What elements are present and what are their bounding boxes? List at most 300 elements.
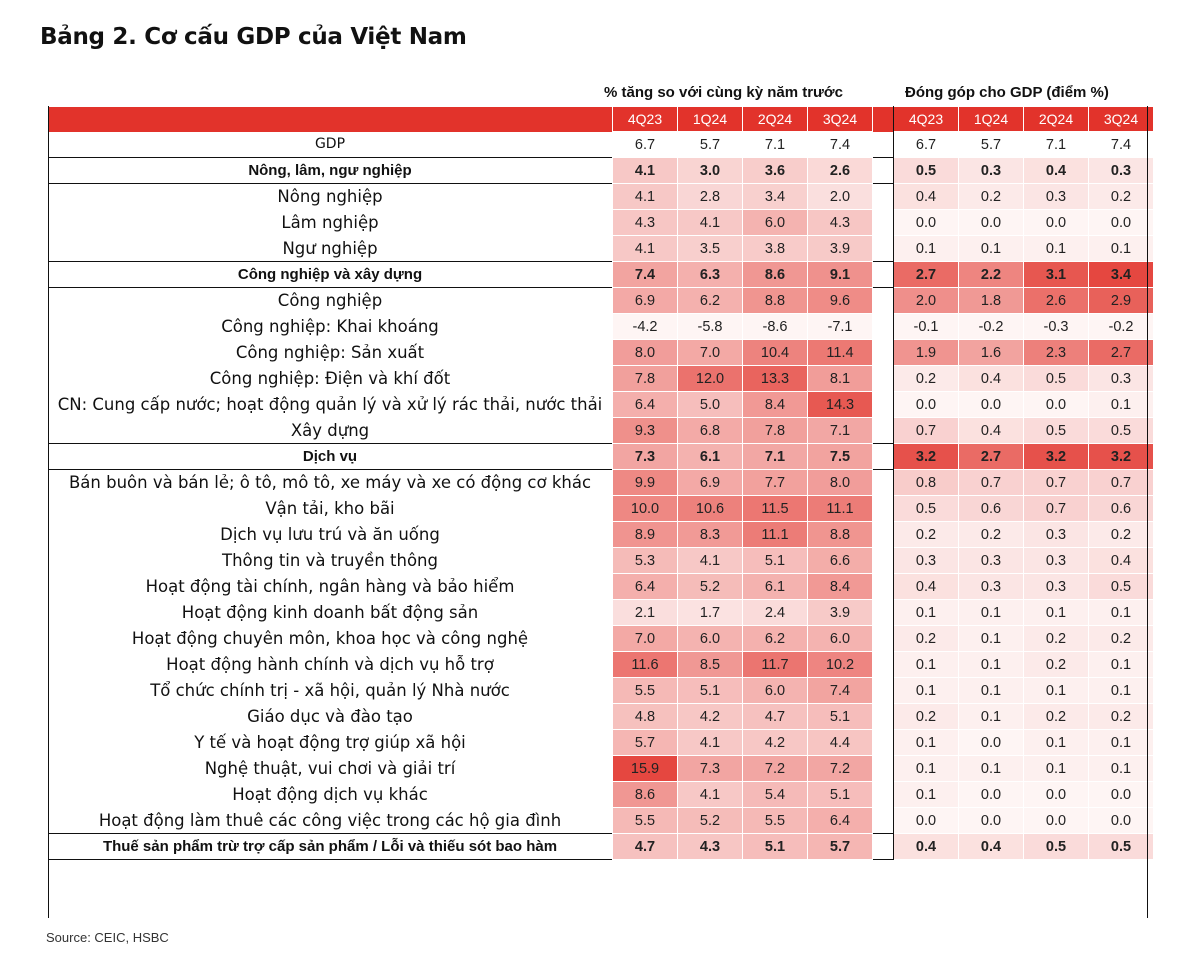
growth-cell: 5.7: [678, 132, 743, 158]
growth-cell: 15.9: [613, 756, 678, 782]
contribution-cell: 0.3: [1024, 184, 1089, 210]
contribution-cell: 0.8: [894, 470, 959, 496]
contribution-cell: 0.1: [1089, 730, 1154, 756]
header-gap: [873, 107, 894, 132]
growth-cell: 7.4: [613, 262, 678, 288]
table-row: [48, 782, 1154, 808]
contribution-cell: 0.1: [1024, 756, 1089, 782]
growth-cell: 11.4: [808, 340, 873, 366]
contribution-cell: 0.0: [894, 210, 959, 236]
contribution-cell: 0.0: [1089, 808, 1154, 834]
row-gap: [873, 782, 894, 808]
contribution-cell: 0.6: [959, 496, 1024, 522]
header-label-cell: [48, 107, 613, 132]
contribution-cell: 0.3: [959, 574, 1024, 600]
table-row: [48, 314, 1154, 340]
growth-cell: 5.1: [808, 704, 873, 730]
contribution-cell: -0.2: [959, 314, 1024, 340]
contribution-cell: 0.0: [959, 210, 1024, 236]
row-label: Hoạt động chuyên môn, khoa học và công nghệ: [131, 629, 529, 648]
contrib-quarter-header: 2Q24: [1024, 107, 1089, 132]
growth-cell: 8.6: [743, 262, 808, 288]
row-label: Lâm nghiệp: [281, 213, 379, 232]
contribution-cell: 0.2: [1024, 626, 1089, 652]
growth-cell: 3.4: [743, 184, 808, 210]
contribution-cell: 0.4: [1089, 548, 1154, 574]
contribution-cell: 1.9: [894, 340, 959, 366]
contribution-cell: 0.1: [959, 652, 1024, 678]
contribution-cell: 0.0: [894, 392, 959, 418]
table-row: [48, 548, 1154, 574]
contribution-cell: 0.1: [1024, 600, 1089, 626]
growth-cell: 7.4: [808, 678, 873, 704]
growth-cell: 4.8: [613, 704, 678, 730]
contribution-cell: 2.3: [1024, 340, 1089, 366]
contribution-cell: 0.0: [1089, 210, 1154, 236]
growth-cell: 5.5: [743, 808, 808, 834]
contrib-quarter-header: 3Q24: [1089, 107, 1154, 132]
table-row: [48, 470, 1154, 496]
contribution-cell: -0.2: [1089, 314, 1154, 340]
table-row: [48, 210, 1154, 236]
row-label: Thuế sản phẩm trừ trợ cấp sản phẩm / Lỗi và thiếu sót bao hàm: [102, 838, 558, 855]
contribution-cell: 0.5: [1024, 834, 1089, 860]
growth-cell: 11.1: [743, 522, 808, 548]
growth-cell: 3.8: [743, 236, 808, 262]
growth-cell: 5.2: [678, 808, 743, 834]
growth-cell: 11.1: [808, 496, 873, 522]
contribution-cell: 0.0: [1089, 782, 1154, 808]
growth-cell: 7.2: [808, 756, 873, 782]
contribution-cell: 0.4: [959, 834, 1024, 860]
contribution-cell: 0.5: [1024, 366, 1089, 392]
contribution-cell: 0.1: [1089, 392, 1154, 418]
row-label: Nghệ thuật, vui chơi và giải trí: [204, 759, 456, 778]
row-gap: [873, 288, 894, 314]
growth-cell: 3.9: [808, 236, 873, 262]
growth-cell: 14.3: [808, 392, 873, 418]
contribution-cell: 0.4: [1024, 158, 1089, 184]
growth-cell: 2.0: [808, 184, 873, 210]
row-label: Hoạt động tài chính, ngân hàng và bảo hiểm: [145, 577, 515, 596]
growth-cell: 8.4: [808, 574, 873, 600]
contribution-cell: 0.4: [959, 366, 1024, 392]
growth-cell: 2.8: [678, 184, 743, 210]
contribution-cell: 6.7: [894, 132, 959, 158]
table-row: [48, 340, 1154, 366]
growth-cell: 6.6: [808, 548, 873, 574]
contribution-cell: 0.5: [1089, 418, 1154, 444]
growth-cell: 6.0: [808, 626, 873, 652]
growth-cell: 4.4: [808, 730, 873, 756]
row-gap: [873, 262, 894, 288]
row-label: Nông nghiệp: [277, 187, 383, 207]
table-row: [48, 522, 1154, 548]
contribution-cell: 0.3: [894, 548, 959, 574]
contribution-cell: 0.1: [959, 704, 1024, 730]
growth-cell: 12.0: [678, 366, 743, 392]
contrib-quarter-header: 1Q24: [959, 107, 1024, 132]
contribution-cell: 0.4: [894, 574, 959, 600]
contribution-cell: 0.1: [1024, 236, 1089, 262]
growth-cell: 4.1: [678, 210, 743, 236]
row-label: Giáo dục và đào tạo: [247, 707, 413, 726]
table-row: [48, 834, 1154, 860]
contribution-cell: 0.2: [894, 626, 959, 652]
row-label: Nông, lâm, ngư nghiệp: [248, 162, 412, 179]
contribution-cell: 0.6: [1089, 496, 1154, 522]
row-gap: [873, 184, 894, 210]
row-gap: [873, 574, 894, 600]
growth-cell: 11.6: [613, 652, 678, 678]
growth-cell: 5.1: [743, 548, 808, 574]
row-gap: [873, 626, 894, 652]
contribution-cell: 2.2: [959, 262, 1024, 288]
contribution-cell: 0.5: [1089, 834, 1154, 860]
row-gap: [873, 756, 894, 782]
contribution-cell: 0.7: [894, 418, 959, 444]
contribution-cell: 3.2: [1089, 444, 1154, 470]
table-row: [48, 730, 1154, 756]
row-label: Ngư nghiệp: [282, 238, 378, 258]
contribution-cell: 0.3: [959, 158, 1024, 184]
contribution-cell: 0.2: [1089, 626, 1154, 652]
row-gap: [873, 132, 894, 158]
row-label: Công nghiệp: Khai khoáng: [221, 317, 439, 336]
contribution-cell: 0.2: [1089, 522, 1154, 548]
contribution-cell: 0.0: [1024, 808, 1089, 834]
growth-cell: 7.1: [808, 418, 873, 444]
contribution-cell: 2.6: [1024, 288, 1089, 314]
growth-cell: 4.7: [613, 834, 678, 860]
growth-cell: 7.3: [613, 444, 678, 470]
contribution-cell: 0.2: [959, 184, 1024, 210]
growth-cell: 3.0: [678, 158, 743, 184]
growth-quarter-header: 2Q24: [743, 107, 808, 132]
contribution-cell: 5.7: [959, 132, 1024, 158]
contribution-cell: 3.2: [894, 444, 959, 470]
growth-cell: 4.3: [613, 210, 678, 236]
row-gap: [873, 600, 894, 626]
contribution-cell: 7.1: [1024, 132, 1089, 158]
growth-cell: 6.1: [678, 444, 743, 470]
growth-cell: 2.6: [808, 158, 873, 184]
table-row: [48, 652, 1154, 678]
growth-cell: 4.1: [678, 730, 743, 756]
contribution-cell: 0.7: [959, 470, 1024, 496]
contribution-cell: 3.1: [1024, 262, 1089, 288]
contribution-cell: 0.7: [1024, 470, 1089, 496]
table-row: [48, 600, 1154, 626]
row-gap: [873, 210, 894, 236]
growth-cell: 5.7: [613, 730, 678, 756]
row-label: Dịch vụ: [302, 448, 358, 465]
growth-cell: 6.8: [678, 418, 743, 444]
row-label: Tổ chức chính trị - xã hội, quản lý Nhà nước: [150, 681, 510, 700]
growth-cell: -4.2: [613, 314, 678, 340]
table-row: [48, 392, 1154, 418]
growth-cell: 2.4: [743, 600, 808, 626]
growth-cell: 8.3: [678, 522, 743, 548]
growth-cell: 2.1: [613, 600, 678, 626]
row-gap: [873, 314, 894, 340]
contribution-cell: 0.1: [894, 782, 959, 808]
row-label: Công nghiệp: [277, 291, 383, 311]
table-row: [48, 756, 1154, 782]
growth-cell: 4.1: [613, 184, 678, 210]
contribution-cell: 0.0: [1024, 392, 1089, 418]
source-note: Source: CEIC, HSBC: [46, 930, 169, 945]
growth-cell: 11.5: [743, 496, 808, 522]
contribution-cell: 0.4: [959, 418, 1024, 444]
growth-cell: 7.0: [678, 340, 743, 366]
row-gap: [873, 392, 894, 418]
growth-cell: 3.9: [808, 600, 873, 626]
contribution-cell: 2.9: [1089, 288, 1154, 314]
contribution-cell: 2.7: [1089, 340, 1154, 366]
growth-cell: 9.9: [613, 470, 678, 496]
growth-cell: 5.3: [613, 548, 678, 574]
row-gap: [873, 834, 894, 860]
table-row: [48, 184, 1154, 210]
contribution-cell: 0.7: [1024, 496, 1089, 522]
growth-cell: 8.9: [613, 522, 678, 548]
row-label: Hoạt động hành chính và dịch vụ hỗ trợ: [166, 655, 494, 674]
growth-quarter-header: 3Q24: [808, 107, 873, 132]
growth-cell: 8.0: [613, 340, 678, 366]
contribution-cell: 0.1: [1089, 756, 1154, 782]
contribution-cell: 0.2: [894, 704, 959, 730]
growth-cell: 4.3: [808, 210, 873, 236]
contribution-cell: 0.1: [894, 652, 959, 678]
growth-cell: 6.7: [613, 132, 678, 158]
contribution-cell: 0.1: [894, 678, 959, 704]
contribution-cell: 0.3: [1089, 158, 1154, 184]
contribution-cell: 0.4: [894, 184, 959, 210]
contribution-cell: 0.2: [894, 522, 959, 548]
growth-cell: 6.9: [613, 288, 678, 314]
growth-cell: 8.8: [808, 522, 873, 548]
growth-cell: 5.4: [743, 782, 808, 808]
contribution-cell: 0.1: [894, 730, 959, 756]
contribution-cell: 0.1: [1089, 600, 1154, 626]
growth-cell: 8.4: [743, 392, 808, 418]
contribution-cell: 0.1: [959, 756, 1024, 782]
contribution-cell: 7.4: [1089, 132, 1154, 158]
growth-cell: 4.7: [743, 704, 808, 730]
growth-cell: 5.0: [678, 392, 743, 418]
row-label: GDP: [314, 136, 346, 153]
gdp-structure-table: [48, 106, 1154, 860]
row-label: Bán buôn và bán lẻ; ô tô, mô tô, xe máy và xe có động cơ khác: [68, 473, 592, 493]
growth-cell: 8.6: [613, 782, 678, 808]
growth-cell: 7.4: [808, 132, 873, 158]
contribution-cell: 0.1: [1024, 678, 1089, 704]
contribution-cell: 0.1: [1089, 236, 1154, 262]
growth-cell: 10.6: [678, 496, 743, 522]
growth-cell: 4.2: [743, 730, 808, 756]
growth-cell: 6.0: [743, 678, 808, 704]
growth-cell: 3.5: [678, 236, 743, 262]
table-row: [48, 418, 1154, 444]
contribution-cell: 0.3: [1024, 548, 1089, 574]
contribution-cell: 0.2: [1089, 704, 1154, 730]
contribution-cell: 0.1: [959, 678, 1024, 704]
contribution-cell: 0.3: [1024, 522, 1089, 548]
contribution-cell: 0.1: [1024, 730, 1089, 756]
row-gap: [873, 704, 894, 730]
row-label: Vận tải, kho bãi: [265, 499, 395, 518]
growth-cell: 10.0: [613, 496, 678, 522]
growth-cell: 4.2: [678, 704, 743, 730]
row-gap: [873, 418, 894, 444]
growth-cell: 5.5: [613, 678, 678, 704]
growth-cell: 7.2: [743, 756, 808, 782]
contribution-cell: 0.0: [1024, 782, 1089, 808]
table-right-border: [1147, 106, 1148, 918]
growth-cell: 4.3: [678, 834, 743, 860]
row-label: Xây dựng: [290, 420, 370, 440]
growth-cell: 6.3: [678, 262, 743, 288]
contribution-group-header: Đóng góp cho GDP (điểm %): [905, 84, 1109, 101]
contribution-cell: 0.5: [1089, 574, 1154, 600]
growth-cell: 5.1: [808, 782, 873, 808]
table-title: Bảng 2. Cơ cấu GDP của Việt Nam: [40, 24, 467, 50]
growth-cell: 11.7: [743, 652, 808, 678]
contribution-cell: 0.1: [959, 600, 1024, 626]
row-gap: [873, 444, 894, 470]
growth-cell: -8.6: [743, 314, 808, 340]
growth-cell: 7.8: [743, 418, 808, 444]
row-gap: [873, 366, 894, 392]
contribution-cell: 0.1: [894, 756, 959, 782]
growth-group-header: % tăng so với cùng kỳ năm trước: [604, 84, 843, 101]
contribution-cell: 0.1: [1089, 652, 1154, 678]
table-body: [48, 107, 1154, 860]
growth-cell: 7.8: [613, 366, 678, 392]
row-label: Hoạt động dịch vụ khác: [232, 785, 428, 804]
contribution-cell: 0.5: [894, 158, 959, 184]
growth-cell: 8.5: [678, 652, 743, 678]
row-label: Dịch vụ lưu trú và ăn uống: [220, 525, 440, 544]
contribution-cell: 0.4: [894, 834, 959, 860]
contribution-cell: 1.8: [959, 288, 1024, 314]
table-row: [48, 132, 1154, 158]
growth-cell: 7.1: [743, 444, 808, 470]
growth-cell: 10.2: [808, 652, 873, 678]
contribution-cell: 3.4: [1089, 262, 1154, 288]
growth-cell: 9.3: [613, 418, 678, 444]
table-row: [48, 678, 1154, 704]
row-label: CN: Cung cấp nước; hoạt động quản lý và xử lý rác thải, nước thải: [57, 395, 603, 414]
contribution-cell: 0.2: [1024, 704, 1089, 730]
growth-cell: 4.1: [678, 782, 743, 808]
contribution-cell: 0.1: [894, 236, 959, 262]
row-label: Y tế và hoạt động trợ giúp xã hội: [194, 733, 466, 752]
growth-cell: 7.0: [613, 626, 678, 652]
contribution-cell: 0.2: [1089, 184, 1154, 210]
table-row: [48, 288, 1154, 314]
growth-cell: 9.6: [808, 288, 873, 314]
table-row: [48, 626, 1154, 652]
growth-cell: 13.3: [743, 366, 808, 392]
row-label: Công nghiệp: Sản xuất: [235, 343, 425, 362]
growth-cell: 6.0: [743, 210, 808, 236]
growth-cell: 4.1: [678, 548, 743, 574]
contribution-cell: 0.7: [1089, 470, 1154, 496]
table-row: [48, 444, 1154, 470]
contribution-cell: 0.1: [959, 236, 1024, 262]
contribution-cell: 0.3: [1024, 574, 1089, 600]
contribution-cell: 0.0: [1024, 210, 1089, 236]
growth-quarter-header: 1Q24: [678, 107, 743, 132]
row-gap: [873, 808, 894, 834]
growth-cell: 5.1: [743, 834, 808, 860]
growth-cell: 5.5: [613, 808, 678, 834]
contribution-cell: 0.2: [959, 522, 1024, 548]
growth-cell: 7.7: [743, 470, 808, 496]
growth-cell: 6.2: [678, 288, 743, 314]
contribution-cell: 0.2: [894, 366, 959, 392]
contribution-cell: 2.7: [894, 262, 959, 288]
contribution-cell: 0.3: [1089, 366, 1154, 392]
row-gap: [873, 548, 894, 574]
contribution-cell: 0.0: [959, 730, 1024, 756]
contribution-cell: 0.1: [894, 600, 959, 626]
growth-cell: 6.4: [613, 574, 678, 600]
row-gap: [873, 730, 894, 756]
growth-cell: -7.1: [808, 314, 873, 340]
growth-cell: 6.2: [743, 626, 808, 652]
table-row: [48, 236, 1154, 262]
growth-cell: 6.0: [678, 626, 743, 652]
contribution-cell: 0.0: [894, 808, 959, 834]
row-gap: [873, 470, 894, 496]
contrib-quarter-header: 4Q23: [894, 107, 959, 132]
contribution-cell: 0.2: [1024, 652, 1089, 678]
row-label: Thông tin và truyền thông: [222, 551, 438, 570]
contribution-cell: 0.5: [894, 496, 959, 522]
row-gap: [873, 236, 894, 262]
contribution-cell: 0.5: [1024, 418, 1089, 444]
contribution-cell: 2.7: [959, 444, 1024, 470]
growth-cell: 7.5: [808, 444, 873, 470]
growth-cell: 7.1: [743, 132, 808, 158]
contribution-cell: 0.1: [959, 626, 1024, 652]
contribution-cell: 0.3: [959, 548, 1024, 574]
table-row: [48, 704, 1154, 730]
growth-cell: -5.8: [678, 314, 743, 340]
growth-cell: 4.1: [613, 158, 678, 184]
row-label: Hoạt động làm thuê các công việc trong các hộ gia đình: [98, 810, 562, 830]
row-label: Công nghiệp: Điện và khí đốt: [209, 369, 451, 388]
table-row: [48, 366, 1154, 392]
contribution-cell: 1.6: [959, 340, 1024, 366]
growth-cell: 5.7: [808, 834, 873, 860]
contribution-cell: -0.3: [1024, 314, 1089, 340]
growth-cell: 9.1: [808, 262, 873, 288]
growth-cell: 8.1: [808, 366, 873, 392]
growth-cell: 1.7: [678, 600, 743, 626]
growth-cell: 3.6: [743, 158, 808, 184]
row-label: Công nghiệp và xây dựng: [237, 266, 423, 283]
row-gap: [873, 158, 894, 184]
contribution-cell: 0.0: [959, 392, 1024, 418]
table-header-row: [48, 107, 1154, 132]
table-row: [48, 496, 1154, 522]
growth-cell: 10.4: [743, 340, 808, 366]
contribution-cell: 0.0: [959, 782, 1024, 808]
